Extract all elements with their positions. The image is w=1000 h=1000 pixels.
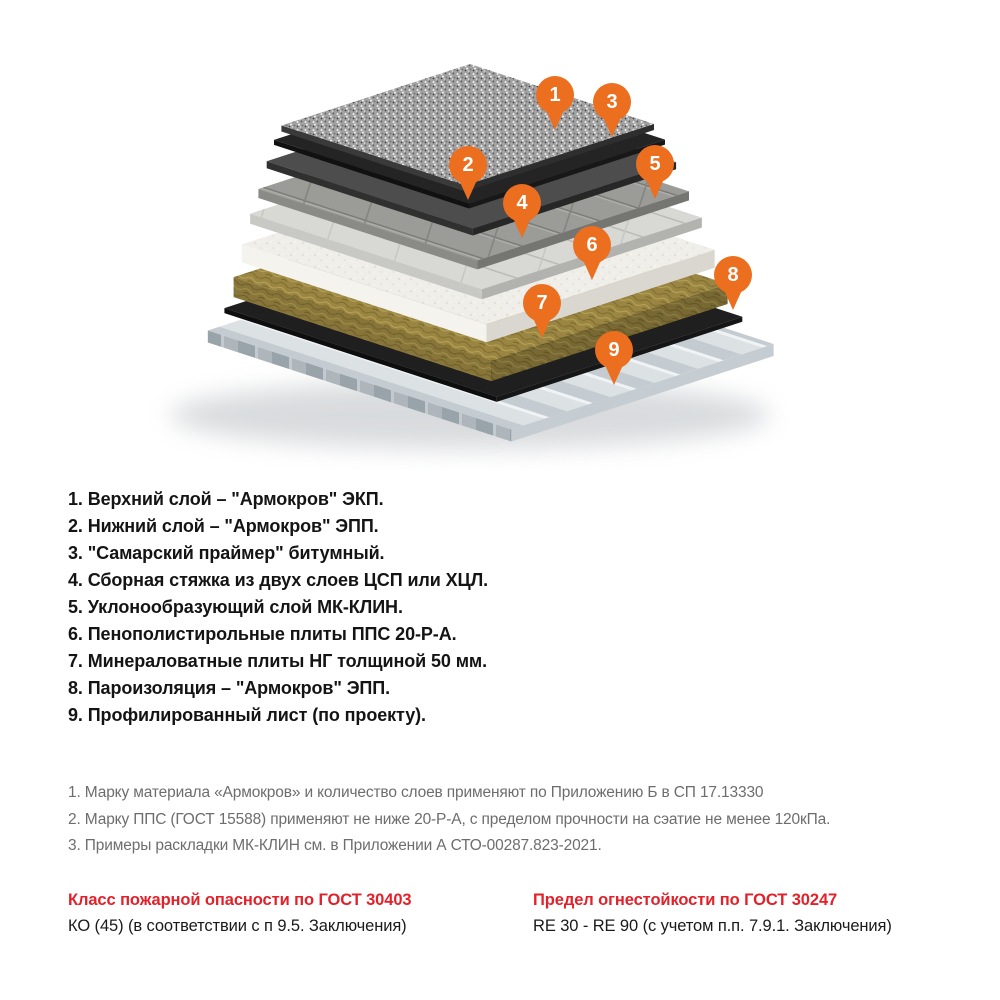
marker-pin-9 <box>595 331 633 385</box>
legend-item-4: 4. Сборная стяжка из двух слоев ЦСП или ХЦЛ. <box>68 570 488 590</box>
footnote-1: 1. Марку материала «Армокров» и количество слоев применяют по Приложению Б в СП 17.13330 <box>68 784 764 801</box>
layers-legend <box>68 486 488 729</box>
marker-pin-8-tail <box>724 290 742 310</box>
footnote-2: 2. Марку ППС (ГОСТ 15588) применяют не ниже 20-Р-А, с пределом прочности на сэатие не менее 120кПа. <box>68 810 831 828</box>
legend-item-3: 3. "Самарский праймер" битумный. <box>68 543 385 563</box>
marker-pin-1-circle <box>536 76 574 114</box>
marker-pin-9-tail <box>605 365 623 385</box>
marker-pin-5-circle <box>636 145 674 183</box>
marker-pin-9-circle <box>595 331 633 369</box>
marker-pin-4 <box>503 184 541 238</box>
legend-item-1: 1. Верхний слой – "Армокров" ЭКП. <box>68 489 384 509</box>
marker-pin-3-tail <box>603 117 621 137</box>
marker-pin-4-tail <box>513 218 531 238</box>
marker-pin-6 <box>573 226 611 280</box>
fire-hazard-title: Класс пожарной опасности по ГОСТ 30403 <box>68 891 412 909</box>
fire-resistance-spec <box>533 891 892 936</box>
legend-item-9: 9. Профилированный лист (по проекту). <box>68 705 426 725</box>
marker-pin-7-tail <box>533 318 551 338</box>
marker-pin-9-number: 9 <box>608 339 620 361</box>
marker-pin-2-number: 2 <box>462 154 474 176</box>
marker-pin-5-number: 5 <box>649 153 661 175</box>
marker-pin-2 <box>449 146 487 200</box>
fire-resistance-value: RE 30 - RE 90 (с учетом п.п. 7.9.1. Заключения) <box>533 917 892 935</box>
legend-item-8: 8. Пароизоляция – "Армокров" ЭПП. <box>68 678 390 698</box>
marker-pin-5-tail <box>646 179 664 199</box>
legend-item-6: 6. Пенополистирольные плиты ППС 20-Р-А. <box>68 624 457 644</box>
fire-hazard-spec <box>68 891 411 936</box>
marker-pin-3-circle <box>593 83 631 121</box>
fire-hazard-value: КО (45) (в соответствии с п 9.5. Заключения) <box>68 917 407 935</box>
marker-pin-5 <box>636 145 674 199</box>
roof-layers-illustration <box>0 0 1000 470</box>
legend-item-2: 2. Нижний слой – "Армокров" ЭПП. <box>68 516 379 536</box>
legend-item-5: 5. Уклонообразующий слой МК-КЛИН. <box>68 597 403 617</box>
marker-pin-3 <box>593 83 631 137</box>
marker-pin-1 <box>536 76 574 130</box>
marker-pin-1-tail <box>546 110 564 130</box>
footnote-3: 3. Примеры раскладки МК-КЛИН см. в Приложении А СТО-00287.823-2021. <box>68 837 602 854</box>
footnotes <box>68 780 830 860</box>
marker-pin-1-number: 1 <box>549 84 561 106</box>
marker-pin-8-circle <box>714 256 752 294</box>
marker-pin-6-number: 6 <box>586 234 598 256</box>
marker-pin-4-number: 4 <box>516 192 528 214</box>
marker-pin-8-number: 8 <box>727 264 739 286</box>
marker-pin-8 <box>714 256 752 310</box>
fire-resistance-title: Предел огнестойкости по ГОСТ 30247 <box>533 891 838 909</box>
legend-item-7: 7. Минераловатные плиты НГ толщиной 50 мм. <box>68 651 488 671</box>
marker-pin-4-circle <box>503 184 541 222</box>
marker-pin-6-tail <box>583 260 601 280</box>
marker-pin-7 <box>523 284 561 338</box>
marker-pin-3-number: 3 <box>606 91 618 113</box>
marker-pin-2-circle <box>449 146 487 184</box>
marker-pin-7-circle <box>523 284 561 322</box>
marker-pin-2-tail <box>459 180 477 200</box>
marker-pin-6-circle <box>573 226 611 264</box>
marker-pin-7-number: 7 <box>536 292 548 314</box>
